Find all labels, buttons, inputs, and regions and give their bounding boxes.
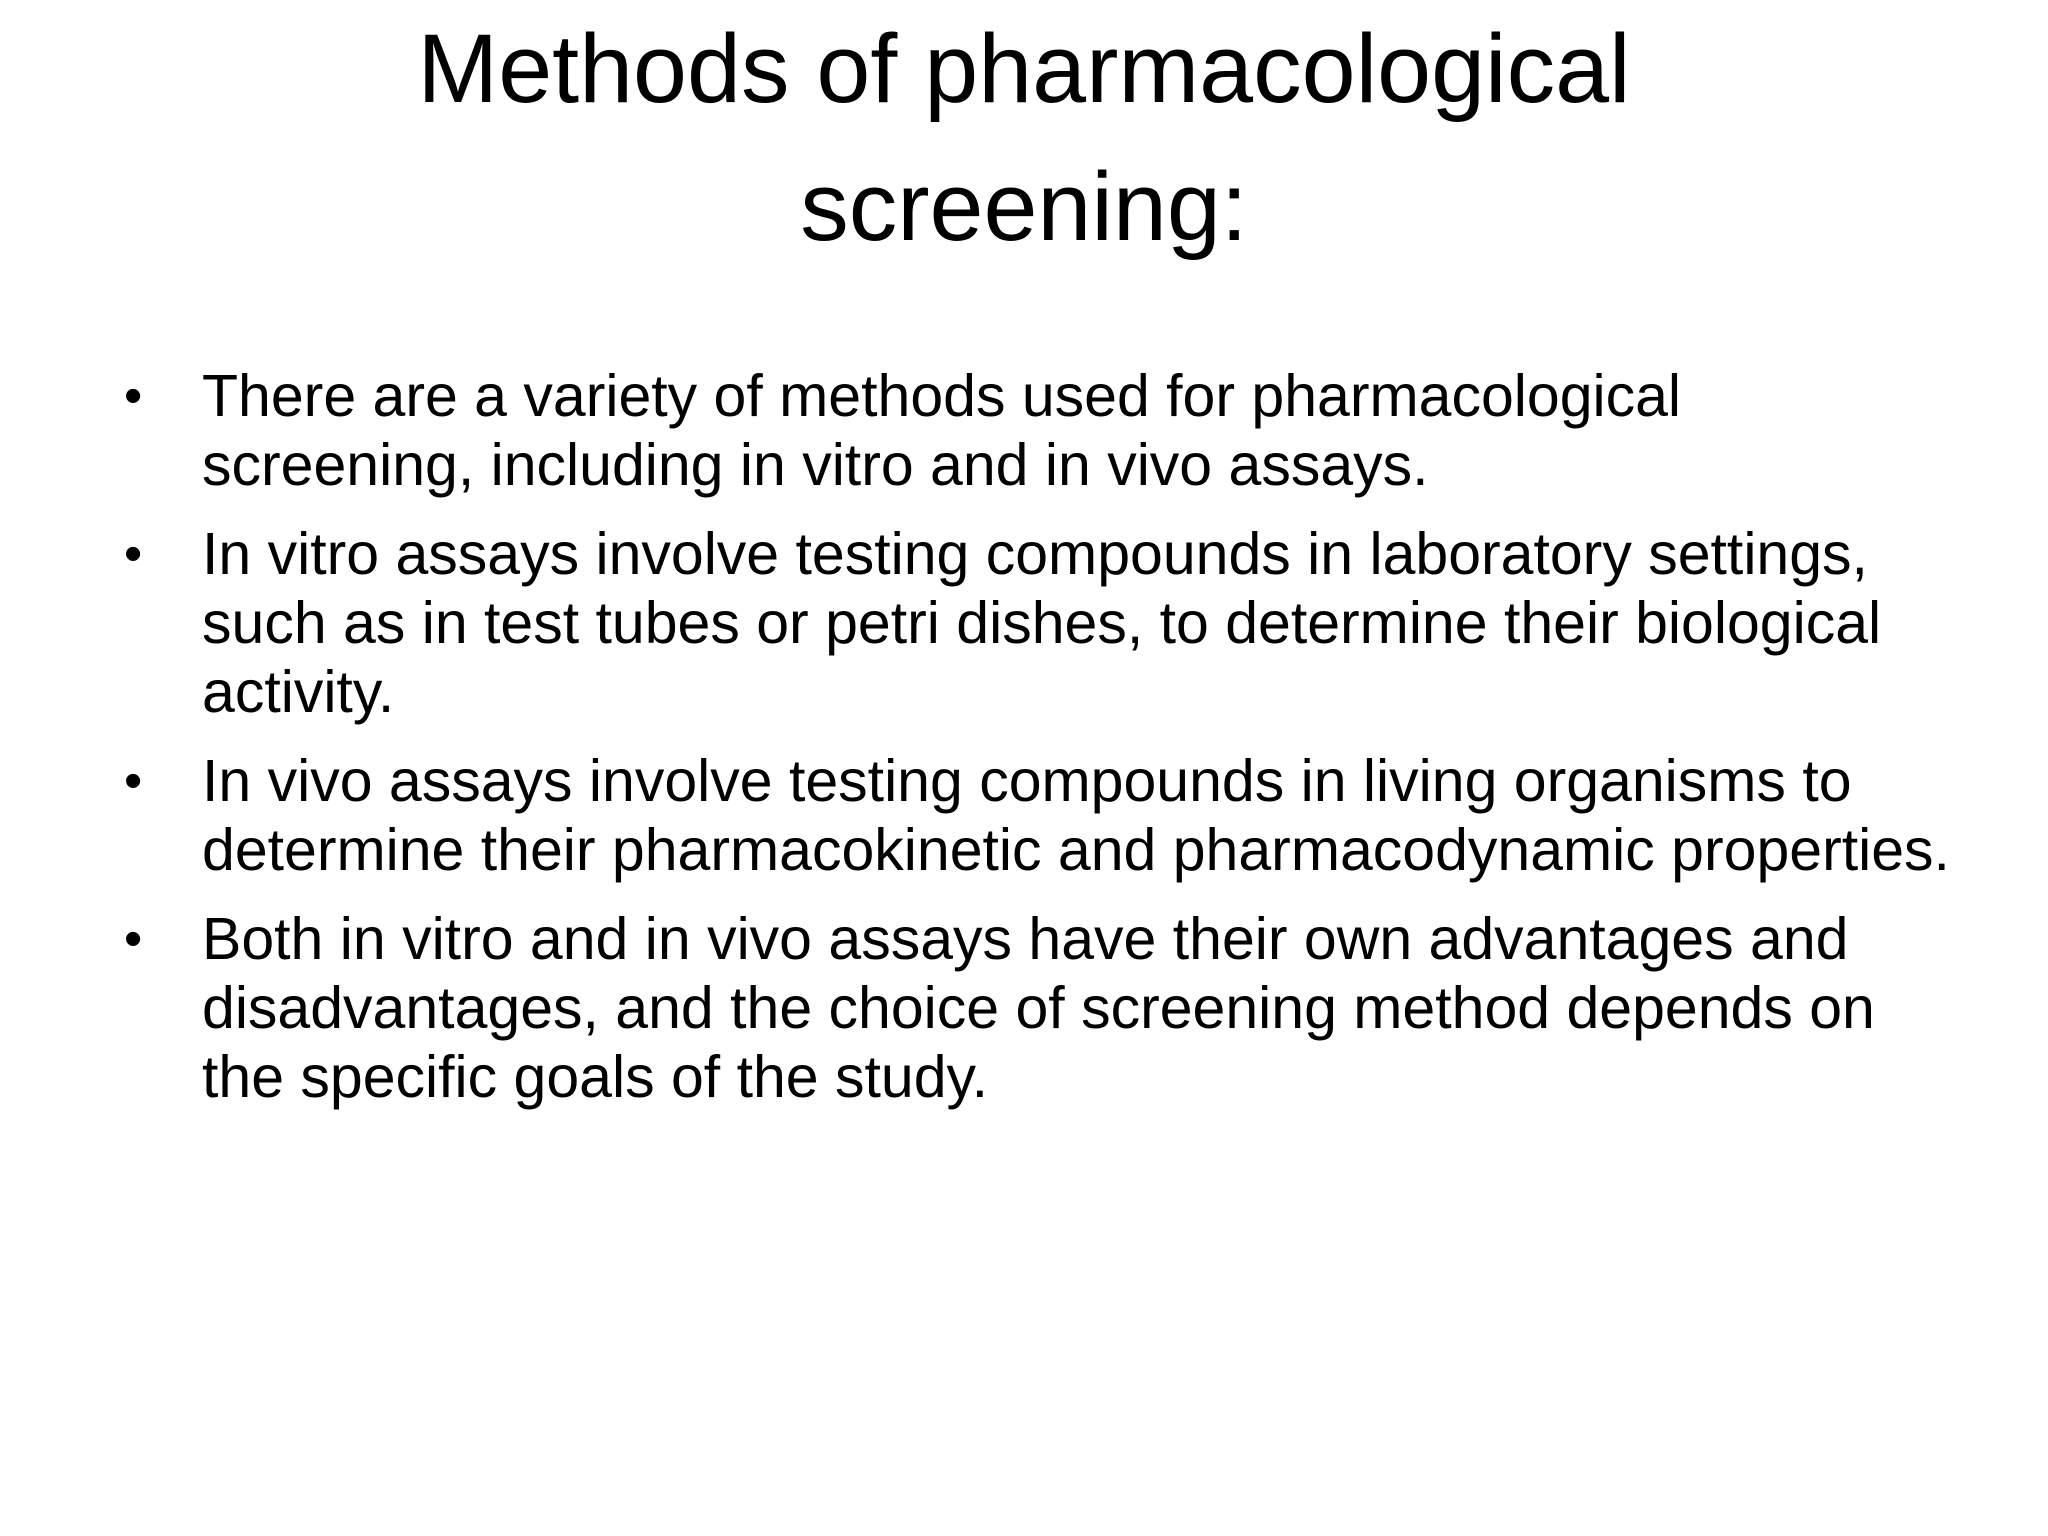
bullet-list [120,362,1960,1132]
bullet-text: In vivo assays involve testing compounds in living organisms to determine their pharmacokinetic and pharmacodynamic properties. [202,748,1950,883]
bullet-text: In vitro assays involve testing compounds in laboratory settings, such as in test tubes or petri dishes, to determine their biological activity. [202,521,1882,725]
bullet-item-1 [120,362,1960,500]
bullet-text: There are a variety of methods used for pharmacological screening, including in vitro and in vivo assays. [202,363,1682,498]
slide-title-line-2: screening: [800,152,1248,261]
slide-title-line-1: Methods of pharmacological [417,14,1631,123]
slide-title [200,0,1848,276]
bullet-text: Both in vitro and in vivo assays have their own advantages and disadvantages, and the choice of screening method depends on the specific goals of the study. [202,906,1875,1110]
bullet-marker: • [124,525,143,583]
bullet-item-2 [120,520,1960,727]
bullet-marker: • [124,910,143,968]
bullet-item-4 [120,905,1960,1112]
bullet-marker: • [124,752,143,810]
bullet-marker: • [124,367,143,425]
bullet-item-3 [120,747,1960,885]
